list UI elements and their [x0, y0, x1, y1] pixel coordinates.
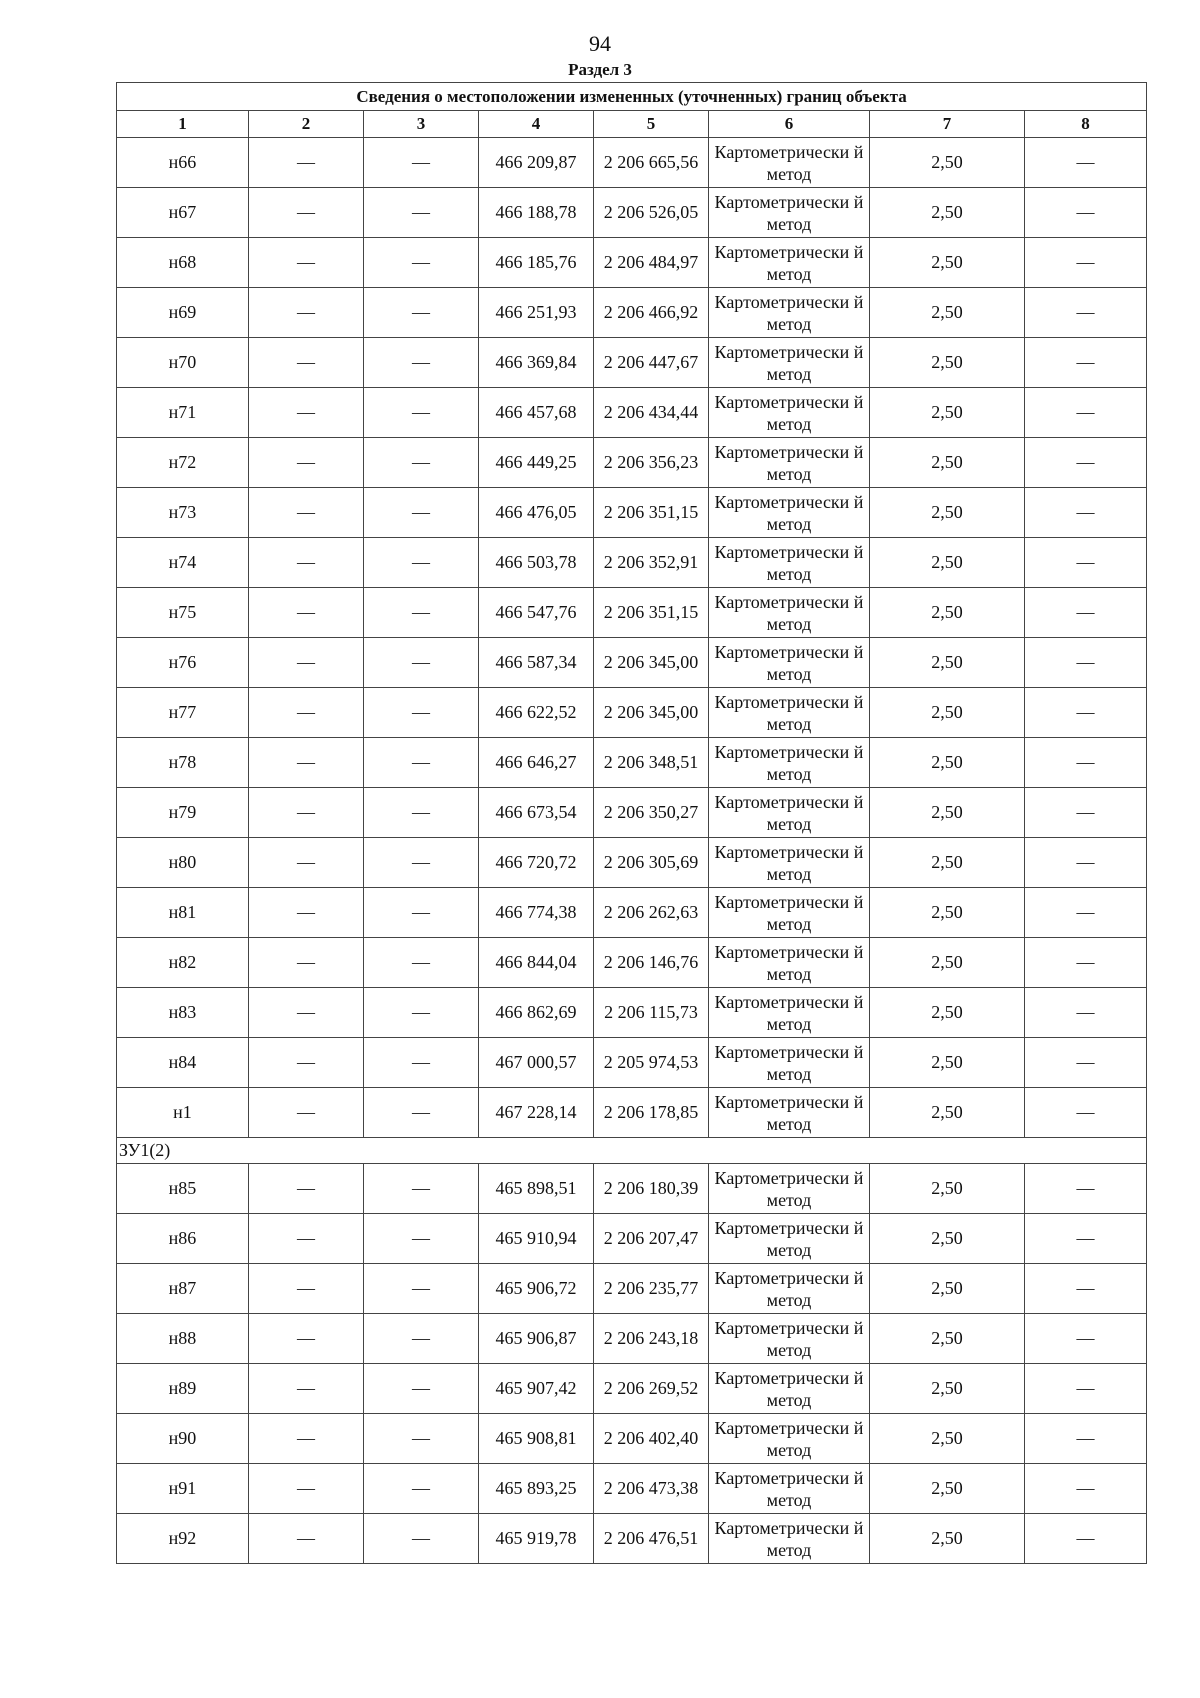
method-cell: Картометрически й метод — [709, 338, 870, 388]
dash-cell: — — [364, 588, 479, 638]
accuracy-cell: 2,50 — [870, 538, 1025, 588]
x-coordinate-cell: 466 503,78 — [479, 538, 594, 588]
accuracy-cell: 2,50 — [870, 1414, 1025, 1464]
y-coordinate-cell: 2 206 466,92 — [594, 288, 709, 338]
point-cell: н80 — [117, 838, 249, 888]
dash-cell: — — [364, 1038, 479, 1088]
table-row — [117, 888, 1147, 938]
accuracy-cell: 2,50 — [870, 138, 1025, 188]
dash-cell: — — [1025, 188, 1147, 238]
method-cell: Картометрически й метод — [709, 1164, 870, 1214]
point-cell: н76 — [117, 638, 249, 688]
table-row — [117, 438, 1147, 488]
dash-cell: — — [1025, 1214, 1147, 1264]
method-cell: Картометрически й метод — [709, 1414, 870, 1464]
dash-cell: — — [249, 988, 364, 1038]
method-cell: Картометрически й метод — [709, 288, 870, 338]
accuracy-cell: 2,50 — [870, 888, 1025, 938]
table-row — [117, 388, 1147, 438]
point-cell: н87 — [117, 1264, 249, 1314]
dash-cell: — — [1025, 1364, 1147, 1414]
dash-cell: — — [1025, 838, 1147, 888]
x-coordinate-cell: 466 646,27 — [479, 738, 594, 788]
method-cell: Картометрически й метод — [709, 1264, 870, 1314]
dash-cell: — — [364, 1364, 479, 1414]
column-number: 7 — [870, 111, 1025, 138]
column-number: 8 — [1025, 111, 1147, 138]
dash-cell: — — [249, 238, 364, 288]
dash-cell: — — [364, 288, 479, 338]
dash-cell: — — [249, 938, 364, 988]
point-cell: н72 — [117, 438, 249, 488]
dash-cell: — — [1025, 288, 1147, 338]
dash-cell: — — [364, 1514, 479, 1564]
table-row — [117, 1164, 1147, 1214]
dash-cell: — — [364, 738, 479, 788]
table-row — [117, 1364, 1147, 1414]
y-coordinate-cell: 2 205 974,53 — [594, 1038, 709, 1088]
dash-cell: — — [364, 1314, 479, 1364]
point-cell: н89 — [117, 1364, 249, 1414]
dash-cell: — — [1025, 738, 1147, 788]
point-cell: н74 — [117, 538, 249, 588]
method-cell: Картометрически й метод — [709, 688, 870, 738]
dash-cell: — — [1025, 338, 1147, 388]
dash-cell: — — [1025, 1038, 1147, 1088]
method-cell: Картометрически й метод — [709, 188, 870, 238]
dash-cell: — — [249, 1214, 364, 1264]
x-coordinate-cell: 465 906,72 — [479, 1264, 594, 1314]
method-cell: Картометрически й метод — [709, 738, 870, 788]
dash-cell: — — [364, 1164, 479, 1214]
y-coordinate-cell: 2 206 484,97 — [594, 238, 709, 288]
x-coordinate-cell: 466 673,54 — [479, 788, 594, 838]
y-coordinate-cell: 2 206 178,85 — [594, 1088, 709, 1138]
table-row — [117, 338, 1147, 388]
table-row — [117, 838, 1147, 888]
point-cell: н91 — [117, 1464, 249, 1514]
dash-cell: — — [364, 238, 479, 288]
dash-cell: — — [249, 1314, 364, 1364]
table-row — [117, 1038, 1147, 1088]
point-cell: н79 — [117, 788, 249, 838]
method-cell: Картометрически й метод — [709, 1038, 870, 1088]
dash-cell: — — [364, 538, 479, 588]
accuracy-cell: 2,50 — [870, 1514, 1025, 1564]
x-coordinate-cell: 465 893,25 — [479, 1464, 594, 1514]
table-row — [117, 1414, 1147, 1464]
y-coordinate-cell: 2 206 345,00 — [594, 638, 709, 688]
method-cell: Картометрически й метод — [709, 1088, 870, 1138]
point-cell: н73 — [117, 488, 249, 538]
dash-cell: — — [1025, 138, 1147, 188]
dash-cell: — — [1025, 1414, 1147, 1464]
dash-cell: — — [364, 638, 479, 688]
x-coordinate-cell: 466 547,76 — [479, 588, 594, 638]
section-title: Раздел 3 — [568, 60, 632, 79]
x-coordinate-cell: 467 228,14 — [479, 1088, 594, 1138]
dash-cell: — — [1025, 488, 1147, 538]
coordinates-table — [116, 82, 1147, 1564]
dash-cell: — — [249, 388, 364, 438]
x-coordinate-cell: 465 919,78 — [479, 1514, 594, 1564]
x-coordinate-cell: 465 906,87 — [479, 1314, 594, 1364]
dash-cell: — — [1025, 588, 1147, 638]
accuracy-cell: 2,50 — [870, 288, 1025, 338]
point-cell: н88 — [117, 1314, 249, 1364]
x-coordinate-cell: 466 587,34 — [479, 638, 594, 688]
method-cell: Картометрически й метод — [709, 238, 870, 288]
dash-cell: — — [249, 688, 364, 738]
accuracy-cell: 2,50 — [870, 938, 1025, 988]
x-coordinate-cell: 466 844,04 — [479, 938, 594, 988]
accuracy-cell: 2,50 — [870, 1264, 1025, 1314]
point-cell: н86 — [117, 1214, 249, 1264]
dash-cell: — — [1025, 538, 1147, 588]
table-row — [117, 1214, 1147, 1264]
method-cell: Картометрически й метод — [709, 838, 870, 888]
y-coordinate-cell: 2 206 269,52 — [594, 1364, 709, 1414]
dash-cell: — — [364, 988, 479, 1038]
method-cell: Картометрически й метод — [709, 588, 870, 638]
x-coordinate-cell: 465 910,94 — [479, 1214, 594, 1264]
point-cell: н1 — [117, 1088, 249, 1138]
accuracy-cell: 2,50 — [870, 338, 1025, 388]
dash-cell: — — [364, 788, 479, 838]
dash-cell: — — [1025, 938, 1147, 988]
accuracy-cell: 2,50 — [870, 238, 1025, 288]
dash-cell: — — [1025, 788, 1147, 838]
dash-cell: — — [249, 438, 364, 488]
dash-cell: — — [249, 1514, 364, 1564]
table-row — [117, 588, 1147, 638]
y-coordinate-cell: 2 206 235,77 — [594, 1264, 709, 1314]
dash-cell: — — [364, 1264, 479, 1314]
accuracy-cell: 2,50 — [870, 1038, 1025, 1088]
method-cell: Картометрически й метод — [709, 438, 870, 488]
table-row — [117, 988, 1147, 1038]
method-cell: Картометрически й метод — [709, 488, 870, 538]
y-coordinate-cell: 2 206 305,69 — [594, 838, 709, 888]
table-caption: Сведения о местоположении измененных (уточненных) границ объекта — [117, 83, 1147, 111]
y-coordinate-cell: 2 206 207,47 — [594, 1214, 709, 1264]
y-coordinate-cell: 2 206 262,63 — [594, 888, 709, 938]
table-row — [117, 1314, 1147, 1364]
accuracy-cell: 2,50 — [870, 738, 1025, 788]
dash-cell: — — [1025, 638, 1147, 688]
accuracy-cell: 2,50 — [870, 788, 1025, 838]
point-cell: н68 — [117, 238, 249, 288]
x-coordinate-cell: 466 449,25 — [479, 438, 594, 488]
point-cell: н70 — [117, 338, 249, 388]
column-number: 4 — [479, 111, 594, 138]
accuracy-cell: 2,50 — [870, 1464, 1025, 1514]
dash-cell: — — [1025, 1514, 1147, 1564]
column-number: 6 — [709, 111, 870, 138]
dash-cell: — — [364, 138, 479, 188]
method-cell: Картометрически й метод — [709, 1464, 870, 1514]
x-coordinate-cell: 466 622,52 — [479, 688, 594, 738]
y-coordinate-cell: 2 206 434,44 — [594, 388, 709, 438]
x-coordinate-cell: 467 000,57 — [479, 1038, 594, 1088]
dash-cell: — — [364, 438, 479, 488]
dash-cell: — — [249, 1364, 364, 1414]
dash-cell: — — [364, 688, 479, 738]
point-cell: н71 — [117, 388, 249, 438]
y-coordinate-cell: 2 206 356,23 — [594, 438, 709, 488]
table-row — [117, 738, 1147, 788]
y-coordinate-cell: 2 206 473,38 — [594, 1464, 709, 1514]
table-row — [117, 938, 1147, 988]
dash-cell: — — [249, 588, 364, 638]
dash-cell: — — [364, 838, 479, 888]
dash-cell: — — [364, 938, 479, 988]
table-row — [117, 688, 1147, 738]
method-cell: Картометрически й метод — [709, 138, 870, 188]
dash-cell: — — [364, 888, 479, 938]
method-cell: Картометрически й метод — [709, 938, 870, 988]
dash-cell: — — [1025, 388, 1147, 438]
y-coordinate-cell: 2 206 402,40 — [594, 1414, 709, 1464]
dash-cell: — — [1025, 988, 1147, 1038]
x-coordinate-cell: 466 251,93 — [479, 288, 594, 338]
dash-cell: — — [249, 1414, 364, 1464]
accuracy-cell: 2,50 — [870, 488, 1025, 538]
point-cell: н92 — [117, 1514, 249, 1564]
x-coordinate-cell: 466 476,05 — [479, 488, 594, 538]
accuracy-cell: 2,50 — [870, 1314, 1025, 1364]
method-cell: Картометрически й метод — [709, 1364, 870, 1414]
point-cell: н81 — [117, 888, 249, 938]
dash-cell: — — [249, 138, 364, 188]
dash-cell: — — [1025, 238, 1147, 288]
dash-cell: — — [1025, 1264, 1147, 1314]
accuracy-cell: 2,50 — [870, 688, 1025, 738]
dash-cell: — — [1025, 688, 1147, 738]
x-coordinate-cell: 466 188,78 — [479, 188, 594, 238]
dash-cell: — — [249, 538, 364, 588]
dash-cell: — — [364, 1464, 479, 1514]
method-cell: Картометрически й метод — [709, 638, 870, 688]
table-row — [117, 288, 1147, 338]
method-cell: Картометрически й метод — [709, 538, 870, 588]
y-coordinate-cell: 2 206 351,15 — [594, 488, 709, 538]
x-coordinate-cell: 466 862,69 — [479, 988, 594, 1038]
dash-cell: — — [249, 1088, 364, 1138]
table-row — [117, 188, 1147, 238]
table-row — [117, 788, 1147, 838]
table-row — [117, 638, 1147, 688]
point-cell: н83 — [117, 988, 249, 1038]
table-row — [117, 138, 1147, 188]
dash-cell: — — [1025, 888, 1147, 938]
y-coordinate-cell: 2 206 146,76 — [594, 938, 709, 988]
dash-cell: — — [364, 488, 479, 538]
dash-cell: — — [249, 1164, 364, 1214]
accuracy-cell: 2,50 — [870, 1164, 1025, 1214]
table-row — [117, 538, 1147, 588]
x-coordinate-cell: 466 369,84 — [479, 338, 594, 388]
accuracy-cell: 2,50 — [870, 988, 1025, 1038]
table-row — [117, 238, 1147, 288]
dash-cell: — — [1025, 1088, 1147, 1138]
method-cell: Картометрически й метод — [709, 988, 870, 1038]
dash-cell: — — [249, 888, 364, 938]
dash-cell: — — [1025, 438, 1147, 488]
dash-cell: — — [249, 188, 364, 238]
accuracy-cell: 2,50 — [870, 438, 1025, 488]
x-coordinate-cell: 465 908,81 — [479, 1414, 594, 1464]
table-row — [117, 1464, 1147, 1514]
y-coordinate-cell: 2 206 243,18 — [594, 1314, 709, 1364]
accuracy-cell: 2,50 — [870, 1088, 1025, 1138]
dash-cell: — — [1025, 1464, 1147, 1514]
dash-cell: — — [249, 288, 364, 338]
point-cell: н84 — [117, 1038, 249, 1088]
method-cell: Картометрически й метод — [709, 1214, 870, 1264]
accuracy-cell: 2,50 — [870, 388, 1025, 438]
dash-cell: — — [364, 338, 479, 388]
point-cell: н67 — [117, 188, 249, 238]
column-number: 3 — [364, 111, 479, 138]
method-cell: Картометрически й метод — [709, 1514, 870, 1564]
dash-cell: — — [249, 638, 364, 688]
x-coordinate-cell: 465 898,51 — [479, 1164, 594, 1214]
point-cell: н66 — [117, 138, 249, 188]
table-row — [117, 488, 1147, 538]
dash-cell: — — [249, 838, 364, 888]
column-number: 5 — [594, 111, 709, 138]
point-cell: н82 — [117, 938, 249, 988]
method-cell: Картометрически й метод — [709, 388, 870, 438]
dash-cell: — — [249, 488, 364, 538]
point-cell: н78 — [117, 738, 249, 788]
dash-cell: — — [364, 1088, 479, 1138]
dash-cell: — — [249, 788, 364, 838]
dash-cell: — — [249, 738, 364, 788]
group-label: ЗУ1(2) — [117, 1138, 1147, 1164]
y-coordinate-cell: 2 206 351,15 — [594, 588, 709, 638]
y-coordinate-cell: 2 206 180,39 — [594, 1164, 709, 1214]
y-coordinate-cell: 2 206 350,27 — [594, 788, 709, 838]
column-number: 1 — [117, 111, 249, 138]
y-coordinate-cell: 2 206 345,00 — [594, 688, 709, 738]
point-cell: н75 — [117, 588, 249, 638]
method-cell: Картометрически й метод — [709, 1314, 870, 1364]
y-coordinate-cell: 2 206 348,51 — [594, 738, 709, 788]
accuracy-cell: 2,50 — [870, 188, 1025, 238]
table-body — [117, 138, 1147, 1564]
table-row — [117, 1264, 1147, 1314]
x-coordinate-cell: 466 774,38 — [479, 888, 594, 938]
dash-cell: — — [249, 1464, 364, 1514]
dash-cell: — — [364, 388, 479, 438]
page-number: 94 — [589, 31, 611, 56]
dash-cell: — — [364, 188, 479, 238]
y-coordinate-cell: 2 206 526,05 — [594, 188, 709, 238]
x-coordinate-cell: 466 720,72 — [479, 838, 594, 888]
group-label-row — [117, 1138, 1147, 1164]
dash-cell: — — [249, 338, 364, 388]
y-coordinate-cell: 2 206 665,56 — [594, 138, 709, 188]
x-coordinate-cell: 466 185,76 — [479, 238, 594, 288]
point-cell: н85 — [117, 1164, 249, 1214]
dash-cell: — — [249, 1038, 364, 1088]
accuracy-cell: 2,50 — [870, 588, 1025, 638]
y-coordinate-cell: 2 206 352,91 — [594, 538, 709, 588]
y-coordinate-cell: 2 206 447,67 — [594, 338, 709, 388]
dash-cell: — — [1025, 1314, 1147, 1364]
table-row — [117, 1514, 1147, 1564]
dash-cell: — — [364, 1414, 479, 1464]
accuracy-cell: 2,50 — [870, 1214, 1025, 1264]
table-row — [117, 1088, 1147, 1138]
dash-cell: — — [364, 1214, 479, 1264]
x-coordinate-cell: 466 457,68 — [479, 388, 594, 438]
method-cell: Картометрически й метод — [709, 788, 870, 838]
accuracy-cell: 2,50 — [870, 838, 1025, 888]
column-number: 2 — [249, 111, 364, 138]
dash-cell: — — [1025, 1164, 1147, 1214]
column-number-row — [117, 111, 1147, 138]
accuracy-cell: 2,50 — [870, 638, 1025, 688]
point-cell: н77 — [117, 688, 249, 738]
point-cell: н69 — [117, 288, 249, 338]
point-cell: н90 — [117, 1414, 249, 1464]
x-coordinate-cell: 465 907,42 — [479, 1364, 594, 1414]
accuracy-cell: 2,50 — [870, 1364, 1025, 1414]
y-coordinate-cell: 2 206 115,73 — [594, 988, 709, 1038]
x-coordinate-cell: 466 209,87 — [479, 138, 594, 188]
y-coordinate-cell: 2 206 476,51 — [594, 1514, 709, 1564]
dash-cell: — — [249, 1264, 364, 1314]
method-cell: Картометрически й метод — [709, 888, 870, 938]
